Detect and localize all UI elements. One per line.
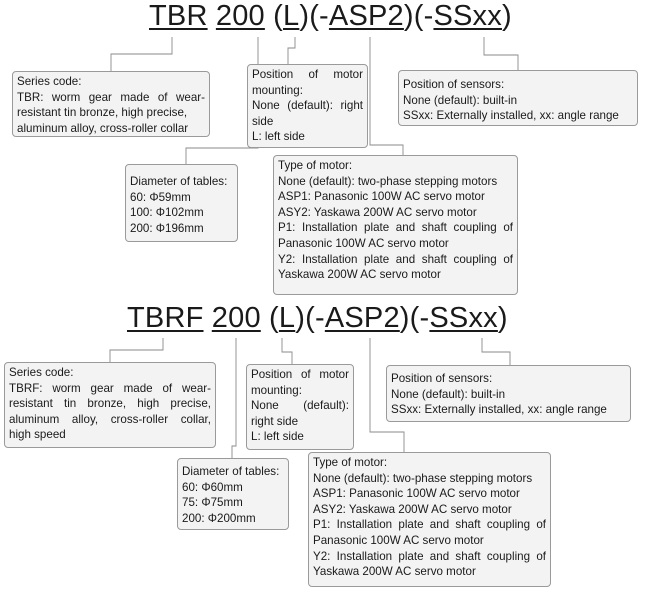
box-line: aluminum alloy, cross-roller collar, [9, 412, 211, 426]
motor-type-box-2 [308, 452, 551, 587]
box-line: ASP1: Panasonic 100W AC servo motor [313, 487, 520, 501]
connector-tables-2 [232, 338, 236, 458]
motor-mounting-box-1 [247, 64, 368, 148]
connector-mounting-1 [288, 37, 295, 64]
box-title: Series code: [17, 75, 82, 88]
code-paren: ( [273, 0, 283, 32]
box-title: Diameter of tables: [182, 465, 280, 478]
box-line: 100: Φ102mm [130, 206, 204, 220]
box-line: None (default): built-in [391, 387, 506, 401]
code-motor: ASP2 [328, 0, 404, 32]
box-line: mounting: [252, 83, 303, 97]
sensor-position-box-2 [386, 365, 631, 422]
code-space [261, 302, 269, 334]
connector-sensors-1 [484, 37, 518, 70]
box-line: L: left side [251, 430, 304, 444]
box-line: Yaskawa 200W AC servo motor [313, 565, 476, 579]
box-line: Y2: Installation plate and shaft coupling of [313, 549, 546, 563]
motor-type-box-1 [273, 155, 518, 295]
connector-series-2 [110, 338, 163, 362]
box-title: Position of motor [252, 68, 363, 81]
box-line: 200: Φ196mm [130, 221, 204, 235]
box-title: Type of motor: [278, 159, 353, 172]
code-sensor: SSxx [429, 302, 498, 334]
box-title: Position of motor [251, 368, 349, 381]
box-line: P1: Installation plate and shaft coupling of [313, 518, 546, 532]
code-mounting: L [283, 0, 300, 32]
box-line: None (default): two-phase stepping motors [278, 174, 498, 188]
table-diameter-box-1 [125, 164, 238, 242]
code-paren: ( [269, 302, 279, 334]
box-line: Yaskawa 200W AC servo motor [278, 268, 441, 282]
box-line: None (default): [251, 399, 349, 413]
code-prefix: TBRF [127, 302, 204, 334]
code-motor: ASP2 [324, 302, 400, 334]
box-line: TBR: worm gear made of wear- [17, 90, 205, 104]
box-line: mounting: [251, 383, 302, 397]
box-line: resistant tin bronze, high precise, [9, 397, 211, 411]
box-line: aluminum alloy, cross-roller collar [17, 121, 189, 135]
box-line: None (default): right [252, 99, 363, 113]
connector-mounting-2 [282, 338, 292, 364]
model-code-2 [127, 302, 508, 334]
code-space [208, 0, 216, 32]
code-mounting: L [278, 302, 296, 334]
box-line: 60: Φ60mm [182, 480, 243, 494]
box-line: Panasonic 100W AC servo motor [313, 533, 484, 547]
code-space [265, 0, 273, 32]
box-line: Y2: Installation plate and shaft coupling of [278, 252, 513, 266]
connector-sensors-2 [482, 338, 510, 365]
box-line: None (default): two-phase stepping motors [313, 471, 533, 485]
box-line: SSxx: Externally installed, xx: angle range [403, 109, 619, 123]
box-line: None (default): built-in [403, 93, 518, 107]
code-prefix: TBR [149, 0, 208, 32]
box-line: L: left side [252, 130, 305, 144]
box-title: Series code: [9, 366, 74, 379]
box-title: Position of sensors: [403, 78, 505, 91]
box-title: Diameter of tables: [130, 175, 228, 188]
table-diameter-box-2 [177, 458, 289, 530]
box-line: TBRF: worm gear made of wear- [9, 381, 211, 395]
code-separator: )(- [295, 302, 325, 334]
code-separator: )(- [299, 0, 329, 32]
connector-series-1 [111, 37, 172, 71]
box-line: side [252, 114, 274, 128]
code-table-size: 200 [211, 302, 261, 334]
code-paren: ) [497, 302, 508, 334]
box-line: Panasonic 100W AC servo motor [278, 236, 449, 250]
box-line: high speed [9, 428, 66, 442]
box-line: 75: Φ75mm [182, 496, 243, 510]
code-table-size: 200 [215, 0, 265, 32]
box-line: right side [251, 414, 299, 428]
code-space [204, 302, 212, 334]
box-line: ASY2: Yaskawa 200W AC servo motor [313, 502, 512, 516]
box-title: Type of motor: [313, 456, 388, 469]
code-separator: )(- [403, 0, 434, 32]
series-code-box-2 [4, 362, 216, 448]
code-paren: ) [501, 0, 512, 32]
box-line: P1: Installation plate and shaft coupling of [278, 221, 513, 235]
box-line: 200: Φ200mm [182, 511, 256, 525]
box-title: Position of sensors: [391, 372, 493, 385]
box-line: 60: Φ59mm [130, 190, 191, 204]
box-line: ASY2: Yaskawa 200W AC servo motor [278, 205, 477, 219]
series-code-box-1 [12, 71, 210, 137]
sensor-position-box-1 [398, 70, 638, 126]
box-line: resistant tin bronze, high precise, [17, 106, 188, 120]
code-sensor: SSxx [433, 0, 502, 32]
box-line: SSxx: Externally installed, xx: angle range [391, 403, 607, 417]
model-code-1 [149, 0, 512, 32]
code-separator: )(- [399, 302, 430, 334]
box-line: ASP1: Panasonic 100W AC servo motor [278, 190, 485, 204]
motor-mounting-box-2 [246, 364, 354, 450]
